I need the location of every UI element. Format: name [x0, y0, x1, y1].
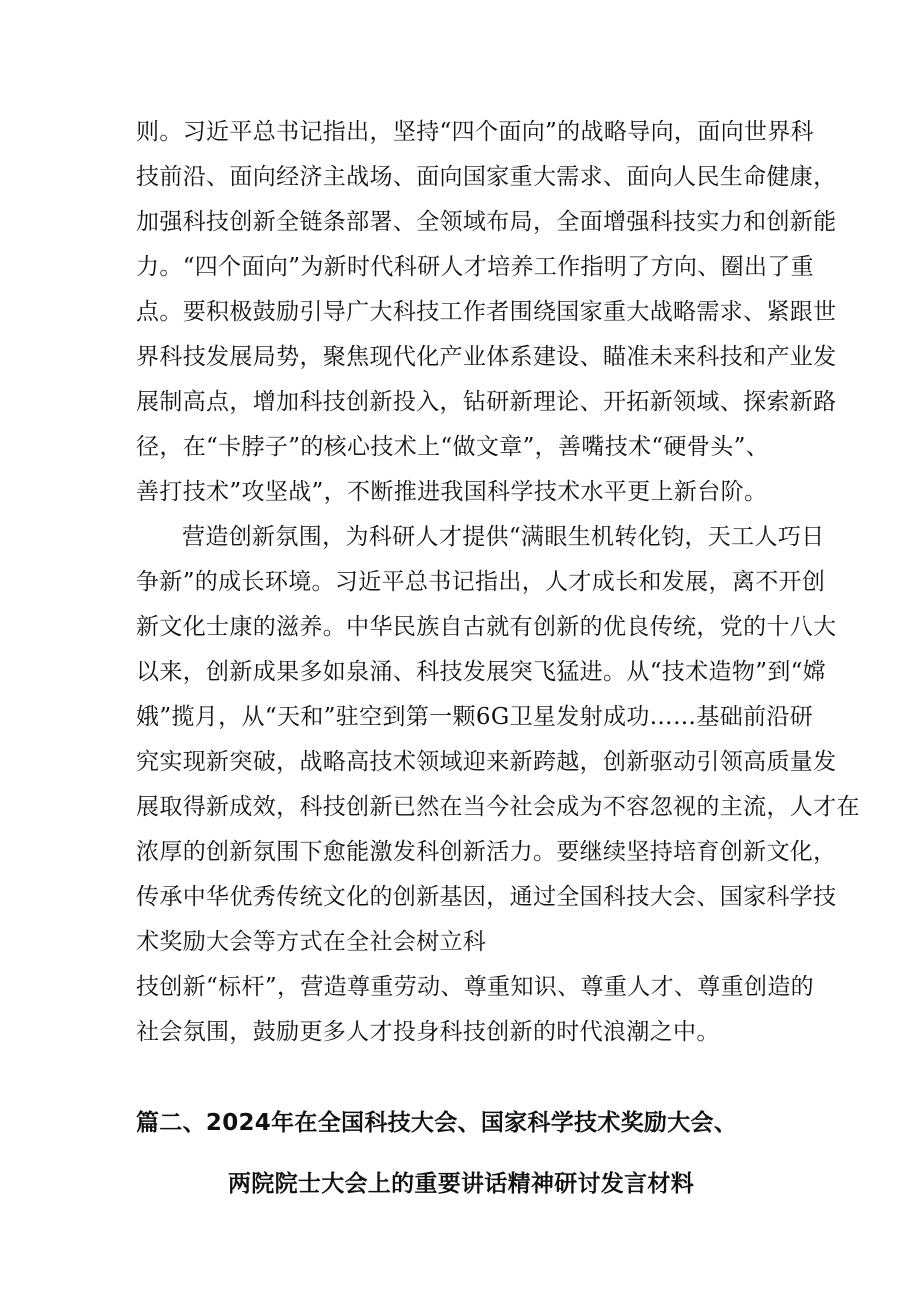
text-line: 展制高点，增加科技创新投入，钻研新理论、开拓新领域、探索新路 — [136, 389, 837, 415]
text-line: 技前沿、面向经济主战场、面向国家重大需求、面向人民生命健康， — [136, 164, 837, 190]
text-line: 新文化士康的滋养。中华民族自古就有创新的优良传统，党的十八大 — [136, 614, 837, 640]
text-line: 加强科技创新全链条部署、全领域布局，全面增强科技实力和创新能 — [136, 209, 837, 235]
text-line: 力。“四个面向”为新时代科研人才培养工作指明了方向、圈出了重 — [136, 254, 815, 280]
text-line: 以来，创新成果多如泉涌、科技发展突飞猛进。从“技术造物”到“嫦 — [136, 659, 827, 685]
text-line: 径，在“卡脖子”的核心技术上“做文章”，善嘴技术“硬骨头”、 — [136, 434, 770, 460]
text-line: 营造创新氛围，为科研人才提供“满眼生机转化钧，天工人巧日 — [182, 524, 825, 550]
text-line: 界科技发展局势，聚焦现代化产业体系建设、瞄准未来科技和产业发 — [136, 344, 837, 370]
text-line: 争新”的成长环境。习近平总书记指出，人才成长和发展，离不开创 — [136, 569, 826, 595]
text-line: 术奖励大会等方式在全社会树立科 — [136, 929, 487, 955]
heading-line-2: 两院院士大会上的重要讲话精神研讨发言材料 — [228, 1171, 694, 1197]
text-line: 浓厚的创新氛围下愈能激发科创新活力。要继续坚持培育创新文化， — [136, 839, 837, 865]
text-line: 社会氛围，鼓励更多人才投身科技创新的时代浪潮之中。 — [136, 1019, 720, 1045]
text-line: 究实现新突破，战略高技术领域迎来新跨越，创新驱动引领高质量发 — [136, 749, 837, 775]
text-line: 娥”揽月，从“天和”驻空到第一颗6G卫星发射成功……基础前沿研 — [136, 704, 814, 730]
text-line: 则。习近平总书记指出，坚持“四个面向”的战略导向，面向世界科 — [136, 119, 815, 145]
text-line: 善打技术”攻坚战”，不断推进我国科学技术水平更上新台阶。 — [136, 479, 768, 505]
text-line: 点。要积极鼓励引导广大科技工作者围绕国家重大战略需求、紧跟世 — [136, 299, 837, 325]
heading-line-1: 篇二、2024年在全国科技大会、国家科学技术奖励大会、 — [136, 1110, 738, 1136]
text-line: 传承中华优秀传统文化的创新基因，通过全国科技大会、国家科学技 — [136, 884, 837, 910]
text-line: 技创新“标杆”，营造尊重劳动、尊重知识、尊重人才、尊重创造的 — [136, 974, 815, 1000]
text-line: 展取得新成效，科技创新已然在当今社会成为不容忽视的主流，人才在 — [136, 794, 860, 820]
